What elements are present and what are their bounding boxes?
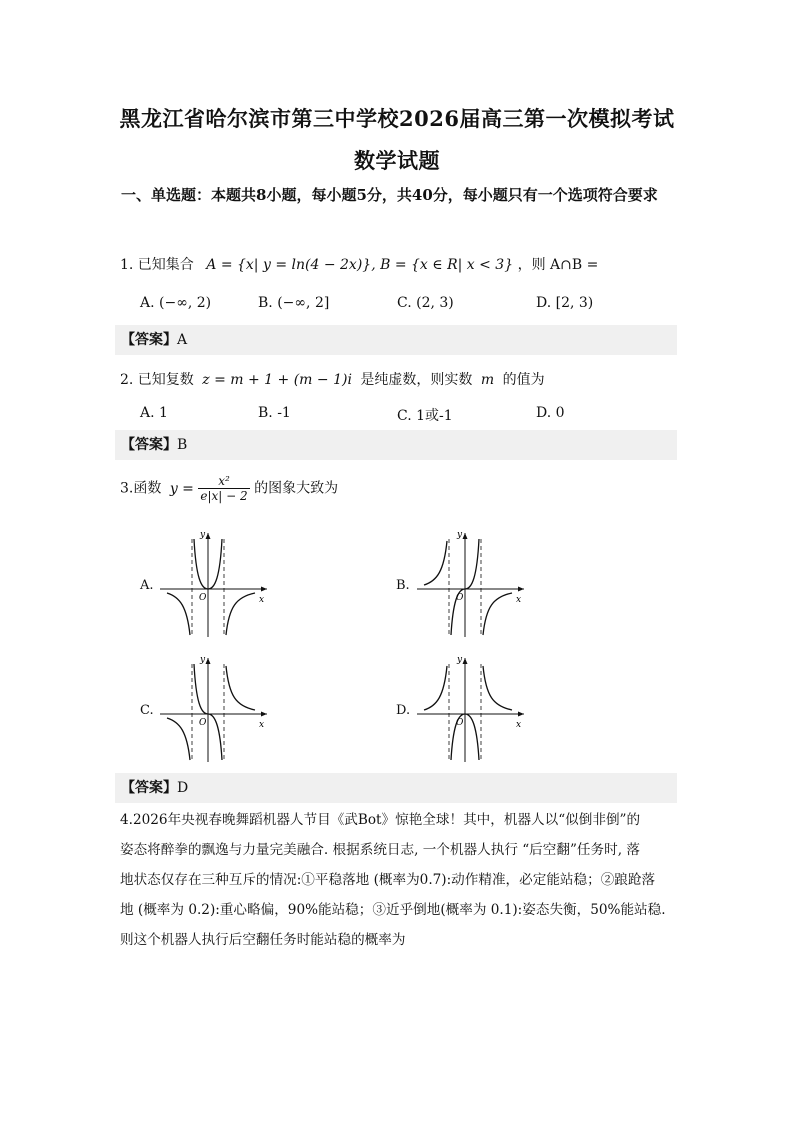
question-3-stem	[120, 474, 338, 503]
q2-option-c: C. 1或-1	[397, 408, 453, 424]
q3-option-c-label: C.	[140, 703, 154, 718]
y-axis-label: y	[457, 655, 463, 665]
q4-line-3: 地状态仅存在三种互斥的情况:①平稳落地 (概率为0.7):动作精准，必定能站稳；②踉跄落	[120, 872, 656, 888]
question-4-stem	[120, 805, 678, 955]
q3-answer-label: 【答案】	[121, 780, 177, 796]
q3-denominator: e|x| − 2	[200, 489, 248, 503]
exam-title: 黑龙江省哈尔滨市第三中学校2026届高三第一次模拟考试	[119, 106, 675, 131]
curve-left	[167, 593, 190, 635]
q1-option-c: C. (2, 3)	[397, 295, 454, 311]
y-axis-arrow	[463, 533, 468, 539]
y-axis-label: y	[200, 530, 206, 540]
x-axis-label: x	[259, 595, 265, 605]
x-axis-arrow	[261, 587, 267, 592]
q4-line-1: 4.2026年央视春晚舞蹈机器人节目《武Bot》惊艳全球！其中，机器人以“似倒非倒”的	[120, 812, 641, 828]
q2-answer: B	[177, 437, 188, 453]
x-axis-label: x	[259, 720, 265, 730]
curve-left	[424, 666, 447, 710]
q3-answer-box	[115, 773, 677, 803]
curve-left	[424, 541, 447, 585]
q4-line-2: 姿态将醉拳的飘逸与力量完美融合. 根据系统日志, 一个机器人执行 “后空翻”任务时, 落	[120, 842, 640, 858]
x-axis-arrow	[518, 587, 524, 592]
q3-suffix: 的图象大致为	[254, 480, 339, 497]
q3-fraction	[198, 474, 249, 503]
x-axis-label: x	[516, 720, 522, 730]
q2-answer-label: 【答案】	[121, 437, 177, 453]
q2-option-d: D. 0	[536, 405, 565, 421]
q2-suffix: 的值为	[502, 372, 545, 388]
origin-label: O	[199, 593, 207, 603]
section-heading: 一、单选题：本题共8小题，每小题5分，共40分，每小题只有一个选项符合要求	[121, 186, 658, 204]
y-axis-arrow	[206, 533, 211, 539]
q1-answer-box	[115, 325, 677, 355]
q3-graph-b	[412, 527, 532, 642]
q3-graph-d	[412, 652, 532, 767]
q1-set-b: , B = {x ∈ R| x < 3}	[371, 257, 514, 273]
q3-option-b-label: B.	[396, 578, 410, 593]
q3-prefix: 3.函数	[120, 480, 162, 497]
question-2-stem	[120, 369, 545, 389]
q2-variable: m	[480, 372, 495, 388]
q1-option-d: D. [2, 3)	[536, 295, 594, 311]
q3-option-d-label: D.	[396, 703, 411, 718]
exam-subtitle: 数学试题	[354, 148, 440, 173]
question-1-stem	[120, 254, 598, 274]
q3-numerator: x²	[198, 474, 249, 489]
x-axis-label: x	[516, 595, 522, 605]
q1-prefix: 1. 已知集合	[120, 257, 194, 273]
q2-option-a: A. 1	[140, 405, 168, 421]
q1-suffix: ，则 A∩B =	[517, 257, 599, 273]
q2-prefix: 2. 已知复数	[120, 372, 194, 388]
q3-graph-c	[155, 652, 275, 767]
q1-answer-label: 【答案】	[121, 332, 177, 348]
q1-answer: A	[177, 332, 188, 348]
origin-label: O	[456, 718, 464, 728]
curve-right	[483, 593, 512, 635]
y-axis-arrow	[463, 658, 468, 664]
y-axis-label: y	[457, 530, 463, 540]
curve-left	[167, 718, 190, 760]
q2-option-b: B. -1	[258, 405, 291, 421]
q3-lhs: y =	[169, 480, 194, 497]
x-axis-arrow	[518, 712, 524, 717]
x-axis-arrow	[261, 712, 267, 717]
q1-option-a: A. (−∞, 2)	[140, 295, 212, 311]
y-axis-label: y	[200, 655, 206, 665]
origin-label: O	[456, 593, 464, 603]
y-axis-arrow	[206, 658, 211, 664]
q1-set-a: A = {x| y = ln(4 − 2x)}	[206, 257, 372, 273]
curve-right	[483, 666, 512, 710]
curve-right	[226, 593, 255, 635]
q4-line-5: 则这个机器人执行后空翻任务时能站稳的概率为	[120, 932, 406, 948]
q3-answer: D	[177, 780, 189, 796]
origin-label: O	[199, 718, 207, 728]
q1-option-b: B. (−∞, 2]	[258, 295, 330, 311]
q2-middle: 是纯虚数，则实数	[360, 372, 473, 388]
curve-right	[226, 666, 255, 710]
q2-expression: z = m + 1 + (m − 1)i	[202, 372, 352, 388]
q4-line-4: 地 (概率为 0.2):重心略偏，90%能站稳；③近乎倒地(概率为 0.1):姿态失衡，50%能站稳.	[120, 902, 666, 918]
q3-option-a-label: A.	[140, 578, 154, 593]
q2-answer-box	[115, 430, 677, 460]
q3-graph-a	[155, 527, 275, 642]
